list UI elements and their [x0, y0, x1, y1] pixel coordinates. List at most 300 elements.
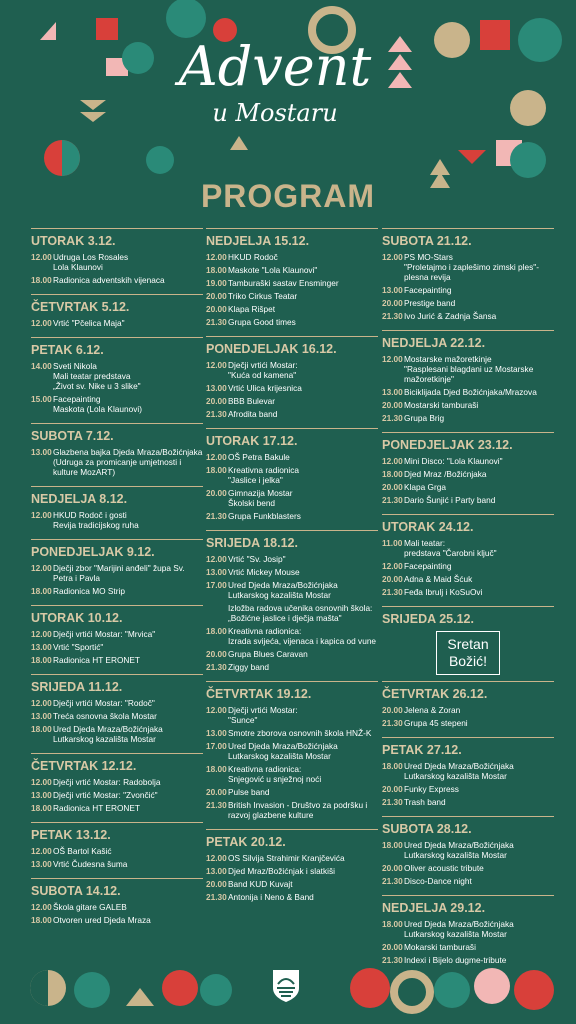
- event-description: Afrodita band: [228, 409, 278, 419]
- event-description: Kreativna radionica "Jaslice i jelka": [228, 465, 300, 485]
- event-description: Treća osnovna škola Mostar: [53, 711, 157, 721]
- event-row: [382, 387, 554, 397]
- event-time: 12.00: [382, 354, 403, 364]
- event-time: 12.00: [31, 318, 52, 328]
- event-row: [206, 580, 378, 600]
- event-row: [206, 866, 378, 876]
- event-time: 11.00: [382, 538, 403, 548]
- day-title: UTORAK 3.12.: [31, 234, 116, 248]
- program-column-3: [382, 228, 554, 974]
- event-description: Radionica HT ERONET: [53, 655, 140, 665]
- event-time: 20.00: [206, 488, 227, 498]
- event-row: [382, 761, 554, 781]
- day-block: [206, 228, 378, 336]
- event-row: [206, 317, 378, 327]
- event-row: [31, 394, 203, 414]
- event-row: [382, 919, 554, 939]
- event-description: Dječji vrtić Mostar: "Zvončić": [53, 790, 158, 800]
- day-title: ČETVRTAK 5.12.: [31, 300, 130, 314]
- program-column-1: [31, 228, 203, 934]
- event-description: Pulse band: [228, 787, 270, 797]
- day-title: UTORAK 17.12.: [206, 434, 298, 448]
- event-time: 13.00: [31, 447, 52, 457]
- event-time: 12.00: [31, 902, 52, 912]
- event-time: 21.30: [206, 409, 227, 419]
- event-time: 14.00: [31, 361, 52, 371]
- event-row: [382, 400, 554, 410]
- event-row: [206, 278, 378, 288]
- day-title: NEDJELJA 8.12.: [31, 492, 128, 506]
- event-description: Grupa Blues Caravan: [228, 649, 308, 659]
- event-row: [206, 511, 378, 521]
- day-block: [31, 878, 203, 934]
- event-time: 20.00: [206, 304, 227, 314]
- event-description: Adna & Maid Šćuk: [404, 574, 473, 584]
- event-description: Klapa Rišpet: [228, 304, 276, 314]
- event-row: [206, 396, 378, 406]
- event-row: [31, 711, 203, 721]
- event-row: [31, 586, 203, 596]
- day-title: NEDJELJA 15.12.: [206, 234, 310, 248]
- event-row: [31, 846, 203, 856]
- event-description: Ured Djeda Mraza/Božićnjaka Lutkarskog kazališta Mostar: [53, 724, 163, 744]
- event-description: Funky Express: [404, 784, 459, 794]
- day-title: PETAK 13.12.: [31, 828, 111, 842]
- event-row: [382, 561, 554, 571]
- event-description: Dario Šunjić i Party band: [404, 495, 496, 505]
- event-description: Facepainting Maskota (Lola Klaunovi): [53, 394, 143, 414]
- event-row: [206, 465, 378, 485]
- event-description: Grupa Funkblasters: [228, 511, 301, 521]
- event-time: 12.00: [31, 777, 52, 787]
- event-row: [206, 800, 378, 820]
- day-title: SUBOTA 7.12.: [31, 429, 114, 443]
- event-time: 21.30: [382, 797, 403, 807]
- event-row: [382, 285, 554, 295]
- event-row: [31, 724, 203, 744]
- day-title: PONEDJELJAK 16.12.: [206, 342, 337, 356]
- event-time: 21.30: [206, 800, 227, 810]
- event-time: 20.00: [382, 574, 403, 584]
- event-row: [206, 892, 378, 902]
- event-description: HKUD Rodoč i gosti Revija tradicijskog ruha: [53, 510, 139, 530]
- event-time: 20.00: [382, 482, 403, 492]
- day-block: [382, 514, 554, 606]
- day-block: [382, 737, 554, 816]
- event-time: 12.00: [31, 629, 52, 639]
- event-time: 21.30: [206, 662, 227, 672]
- event-description: Ured Djeda Mraza/Božićnjaka Lutkarskog kazališta Mostar: [228, 741, 338, 761]
- event-time: 13.00: [206, 728, 227, 738]
- day-title: NEDJELJA 22.12.: [382, 336, 486, 350]
- event-description: British Invasion - Društvo za podršku i razvoj glazbene kulture: [228, 800, 368, 820]
- event-description: Dječji zbor "Mariјini anđeli" župa Sv. Petra i Pavla: [53, 563, 185, 583]
- event-description: BBB Bulevar: [228, 396, 276, 406]
- event-time: 15.00: [31, 394, 52, 404]
- day-block: [206, 336, 378, 428]
- day-block: [206, 428, 378, 530]
- event-time: 20.00: [382, 298, 403, 308]
- event-row: [382, 354, 554, 384]
- event-description: Dječji vrtić Mostar: Radobolja: [53, 777, 161, 787]
- event-row: [31, 790, 203, 800]
- event-row: [206, 265, 378, 275]
- day-title: PONEDJELJAK 23.12.: [382, 438, 513, 452]
- event-description: Mokarski tamburaši: [404, 942, 476, 952]
- event-description: Vrtić Ulica krijesnica: [228, 383, 302, 393]
- event-description: Ured Djeda Mraza/Božićnjaka Lutkarskog kazališta Mostar: [404, 840, 514, 860]
- event-row: [206, 360, 378, 380]
- day-title: PETAK 6.12.: [31, 343, 104, 357]
- event-description: Dječji vrtići Mostar: "Mrvica": [53, 629, 156, 639]
- event-time: 20.00: [382, 400, 403, 410]
- event-time: 20.00: [382, 705, 403, 715]
- event-time: 13.00: [31, 642, 52, 652]
- event-description: Gimnazija Mostar Školski bend: [228, 488, 293, 508]
- event-description: Ured Djeda Mraza/Božićnjaka Lutkarskog kazališta Mostar: [404, 919, 514, 939]
- event-row: [382, 587, 554, 597]
- event-time: 18.00: [382, 919, 403, 929]
- event-description: Grupa 45 stepeni: [404, 718, 468, 728]
- event-description: Radionica MO Strip: [53, 586, 125, 596]
- day-title: UTORAK 10.12.: [31, 611, 123, 625]
- event-description: Mostarske mažoretkinje "Rasplesani blagdani uz Mostarske mažoretkinje": [404, 354, 534, 384]
- event-time: 18.00: [31, 724, 52, 734]
- event-description: Facepainting: [404, 285, 452, 295]
- event-description: Dječji vrtići Mostar: "Kuća od kamena": [228, 360, 298, 380]
- day-title: SRIJEDA 18.12.: [206, 536, 298, 550]
- event-time: 12.00: [382, 456, 403, 466]
- event-row: [206, 764, 378, 784]
- event-time: 21.30: [382, 955, 403, 965]
- event-row: [31, 252, 203, 272]
- event-description: Dječji vrtići Mostar: "Sunce": [228, 705, 298, 725]
- event-description: Vrtić "Pčelica Maja": [53, 318, 125, 328]
- event-row: [206, 705, 378, 725]
- event-description: Jelena & Zoran: [404, 705, 461, 715]
- event-time: 13.00: [206, 383, 227, 393]
- event-row: [31, 915, 203, 925]
- event-description: Triko Cirkus Teatar: [228, 291, 298, 301]
- event-row: [206, 383, 378, 393]
- day-block: [382, 330, 554, 432]
- event-time: 18.00: [31, 915, 52, 925]
- event-row: [382, 718, 554, 728]
- event-description: Djed Mraz /Božićnjaka: [404, 469, 487, 479]
- event-row: [31, 655, 203, 665]
- event-time: 13.00: [206, 866, 227, 876]
- event-description: Sveti Nikola Mali teatar predstava „Život sv. Nike u 3 slike": [53, 361, 141, 391]
- event-time: 21.30: [382, 718, 403, 728]
- event-description: Facepainting: [404, 561, 452, 571]
- event-time: 20.00: [382, 942, 403, 952]
- event-row: [31, 902, 203, 912]
- event-time: 20.00: [382, 863, 403, 873]
- event-description: Band KUD Kuvajt: [228, 879, 293, 889]
- greeting-text: Sretan Božić!: [436, 631, 499, 675]
- event-time: 21.30: [206, 317, 227, 327]
- event-description: Disco-Dance night: [404, 876, 472, 886]
- event-time: 18.00: [206, 465, 227, 475]
- event-row: [206, 567, 378, 577]
- day-block: [31, 822, 203, 878]
- event-row: [382, 495, 554, 505]
- event-time: 18.00: [31, 655, 52, 665]
- event-description: Dječji vrtići Mostar: "Rodoč": [53, 698, 155, 708]
- event-row: [206, 787, 378, 797]
- event-description: Grupa Good times: [228, 317, 296, 327]
- event-description: Feđa Ibrulj i KoSuOvi: [404, 587, 483, 597]
- event-description: Djed Mraz/Božićnjak i slatkiši: [228, 866, 335, 876]
- event-row: [382, 574, 554, 584]
- event-time: 12.00: [31, 252, 52, 262]
- event-row: [382, 469, 554, 479]
- event-time: 20.00: [206, 787, 227, 797]
- day-title: ČETVRTAK 12.12.: [31, 759, 137, 773]
- event-description: Prestige band: [404, 298, 456, 308]
- event-row: [206, 291, 378, 301]
- event-time: 18.00: [382, 840, 403, 850]
- event-row: [382, 298, 554, 308]
- event-row: [31, 777, 203, 787]
- day-title: SUBOTA 28.12.: [382, 822, 472, 836]
- day-title: PETAK 27.12.: [382, 743, 462, 757]
- day-block: [31, 539, 203, 605]
- event-description: HKUD Rodoč: [228, 252, 278, 262]
- event-description: Indexi i Bijelo dugme-tribute: [404, 955, 507, 965]
- event-time: 13.00: [31, 859, 52, 869]
- day-block: [206, 530, 378, 681]
- event-row: [206, 304, 378, 314]
- event-time: 18.00: [382, 469, 403, 479]
- event-row: [382, 797, 554, 807]
- event-row: [206, 452, 378, 462]
- event-time: 12.00: [206, 452, 227, 462]
- event-description: Radionica adventskih vijenaca: [53, 275, 165, 285]
- event-description: Biciklijada Djed Božićnjaka/Mrazova: [404, 387, 537, 397]
- event-time: 12.00: [31, 510, 52, 520]
- day-block: [31, 337, 203, 423]
- day-block: [31, 753, 203, 822]
- event-description: Glazbena bajka Djeda Mraza/Božićnjaka (Udruga za promicanje umjetnosti i kulture MozART): [53, 447, 203, 477]
- event-row: [206, 853, 378, 863]
- event-row: [206, 626, 378, 646]
- event-description: PS MO-Stars "Proletajmo i zaplešimo zimski ples"-plesna revija: [404, 252, 539, 282]
- day-title: NEDJELJA 29.12.: [382, 901, 486, 915]
- christmas-greeting: [382, 631, 554, 675]
- event-description: Vrtić "Sportić": [53, 642, 104, 652]
- event-description: Oliver acoustic tribute: [404, 863, 484, 873]
- event-description: Ivo Jurić & Zadnja Šansa: [404, 311, 497, 321]
- event-row: [382, 863, 554, 873]
- event-description: Trash band: [404, 797, 446, 807]
- event-description: OŠ Bartol Kašić: [53, 846, 112, 856]
- event-time: 20.00: [206, 396, 227, 406]
- event-row: [382, 705, 554, 715]
- event-row: [31, 510, 203, 530]
- event-time: 13.00: [382, 387, 403, 397]
- event-row: [382, 252, 554, 282]
- event-time: 20.00: [206, 649, 227, 659]
- event-description: OŠ Petra Bakule: [228, 452, 290, 462]
- event-row: [31, 803, 203, 813]
- day-block: [382, 816, 554, 895]
- day-block: [382, 432, 554, 514]
- event-time: 17.00: [206, 741, 227, 751]
- event-time: 19.00: [206, 278, 227, 288]
- event-row: [206, 252, 378, 262]
- event-description: Ured Djeda Mraza/Božićnjaka Lutkarskog kazališta Mostar: [228, 580, 338, 600]
- day-block: [31, 605, 203, 674]
- event-time: 20.00: [206, 879, 227, 889]
- event-description: Maskote "Lola Klaunovi": [228, 265, 318, 275]
- event-row: [382, 413, 554, 423]
- event-description: Vrtić "Sv. Josip": [228, 554, 286, 564]
- event-time: 21.30: [382, 876, 403, 886]
- day-block: [31, 674, 203, 753]
- event-time: 21.30: [382, 587, 403, 597]
- event-time: 21.30: [382, 413, 403, 423]
- event-row: [206, 879, 378, 889]
- event-row: [206, 741, 378, 761]
- day-title: SRIJEDA 11.12.: [31, 680, 123, 694]
- event-time: 20.00: [382, 784, 403, 794]
- event-time: 18.00: [382, 761, 403, 771]
- event-description: Udruga Los Rosales Lola Klaunovi: [53, 252, 129, 272]
- event-time: 13.00: [31, 711, 52, 721]
- event-time: 12.00: [206, 252, 227, 262]
- event-description: Mini Disco: "Lola Klaunovi": [404, 456, 503, 466]
- event-time: 18.00: [206, 626, 227, 636]
- city-coat-of-arms-icon: [271, 968, 301, 1004]
- event-row: [31, 318, 203, 328]
- day-block: [31, 423, 203, 486]
- event-row: [206, 649, 378, 659]
- event-row: [31, 275, 203, 285]
- event-time: [206, 603, 228, 623]
- event-time: 12.00: [382, 561, 403, 571]
- event-description: Grupa Brig: [404, 413, 445, 423]
- event-row: [206, 554, 378, 564]
- event-row: [206, 662, 378, 672]
- event-row: [206, 603, 378, 623]
- event-row: [206, 409, 378, 419]
- event-row: [31, 642, 203, 652]
- event-time: 12.00: [206, 705, 227, 715]
- event-description: Vrtić Mickey Mouse: [228, 567, 300, 577]
- event-description: Radionica HT ERONET: [53, 803, 140, 813]
- event-description: Ziggy band: [228, 662, 270, 672]
- event-time: 12.00: [382, 252, 403, 262]
- event-row: [31, 447, 203, 477]
- event-row: [382, 784, 554, 794]
- event-time: 18.00: [31, 275, 52, 285]
- event-time: 12.00: [31, 846, 52, 856]
- day-block: [31, 294, 203, 337]
- event-row: [31, 563, 203, 583]
- event-time: 20.00: [206, 291, 227, 301]
- logo-subtitle: u Mostaru: [212, 99, 338, 127]
- day-title: PETAK 20.12.: [206, 835, 286, 849]
- event-time: 12.00: [206, 853, 227, 863]
- event-row: [382, 538, 554, 558]
- event-time: 12.00: [206, 554, 227, 564]
- event-time: 13.00: [382, 285, 403, 295]
- event-description: Izložba radova učenika osnovnih škola: „Božićne jaslice i dječja mašta": [228, 603, 373, 623]
- event-time: 12.00: [31, 563, 52, 573]
- event-row: [31, 698, 203, 708]
- day-title: SRIJEDA 25.12.: [382, 612, 474, 626]
- event-description: Antonija i Neno & Band: [228, 892, 314, 902]
- day-block: [382, 228, 554, 330]
- event-time: 13.00: [206, 567, 227, 577]
- event-row: [382, 311, 554, 321]
- event-description: Kreativna radionica: Izrada svijeća, vijenaca i kapica od vune: [228, 626, 377, 646]
- day-title: SUBOTA 21.12.: [382, 234, 472, 248]
- event-row: [382, 840, 554, 860]
- event-time: 17.00: [206, 580, 227, 590]
- logo-title: Advent: [178, 35, 372, 98]
- event-row: [31, 361, 203, 391]
- event-time: 21.30: [206, 511, 227, 521]
- event-description: Tamburaški sastav Ensminger: [228, 278, 339, 288]
- program-column-2: [206, 228, 378, 911]
- event-description: OS Silvija Strahimir Kranjčevića: [228, 853, 345, 863]
- day-title: PONEDJELJAK 9.12.: [31, 545, 155, 559]
- event-description: Ured Djeda Mraza/Božićnjaka Lutkarskog kazališta Mostar: [404, 761, 514, 781]
- event-description: Mostarski tamburaši: [404, 400, 479, 410]
- day-title: ČETVRTAK 19.12.: [206, 687, 312, 701]
- event-description: Mali teatar: predstava "Čarobni ključ": [404, 538, 497, 558]
- event-time: 21.30: [206, 892, 227, 902]
- event-description: Kreativna radionica: Snjegović u snježnoj noći: [228, 764, 322, 784]
- day-title: UTORAK 24.12.: [382, 520, 474, 534]
- event-description: Smotre zborova osnovnih škola HNŽ-K: [228, 728, 372, 738]
- event-row: [31, 629, 203, 639]
- event-description: Klapa Grga: [404, 482, 446, 492]
- day-title: SUBOTA 14.12.: [31, 884, 121, 898]
- event-time: 18.00: [31, 586, 52, 596]
- event-row: [206, 728, 378, 738]
- event-row: [382, 482, 554, 492]
- day-block: [31, 228, 203, 294]
- event-description: Škola gitare GALEB: [53, 902, 127, 912]
- event-row: [206, 488, 378, 508]
- event-time: 12.00: [206, 360, 227, 370]
- event-time: 12.00: [31, 698, 52, 708]
- event-description: Vrtić Čudesna šuma: [53, 859, 128, 869]
- event-time: 21.30: [382, 495, 403, 505]
- event-description: Otvoren ured Djeda Mraza: [53, 915, 151, 925]
- day-block: [31, 486, 203, 539]
- event-time: 13.00: [31, 790, 52, 800]
- event-time: 21.30: [382, 311, 403, 321]
- event-row: [382, 876, 554, 886]
- day-block: [382, 681, 554, 737]
- day-block: [382, 606, 554, 681]
- day-block: [206, 681, 378, 829]
- event-row: [31, 859, 203, 869]
- event-logo: [150, 36, 400, 146]
- event-row: [382, 456, 554, 466]
- event-time: 18.00: [31, 803, 52, 813]
- event-row: [382, 942, 554, 952]
- day-block: [206, 829, 378, 911]
- event-time: 18.00: [206, 764, 227, 774]
- day-title: ČETVRTAK 26.12.: [382, 687, 488, 701]
- event-time: 18.00: [206, 265, 227, 275]
- program-title: PROGRAM: [200, 178, 376, 214]
